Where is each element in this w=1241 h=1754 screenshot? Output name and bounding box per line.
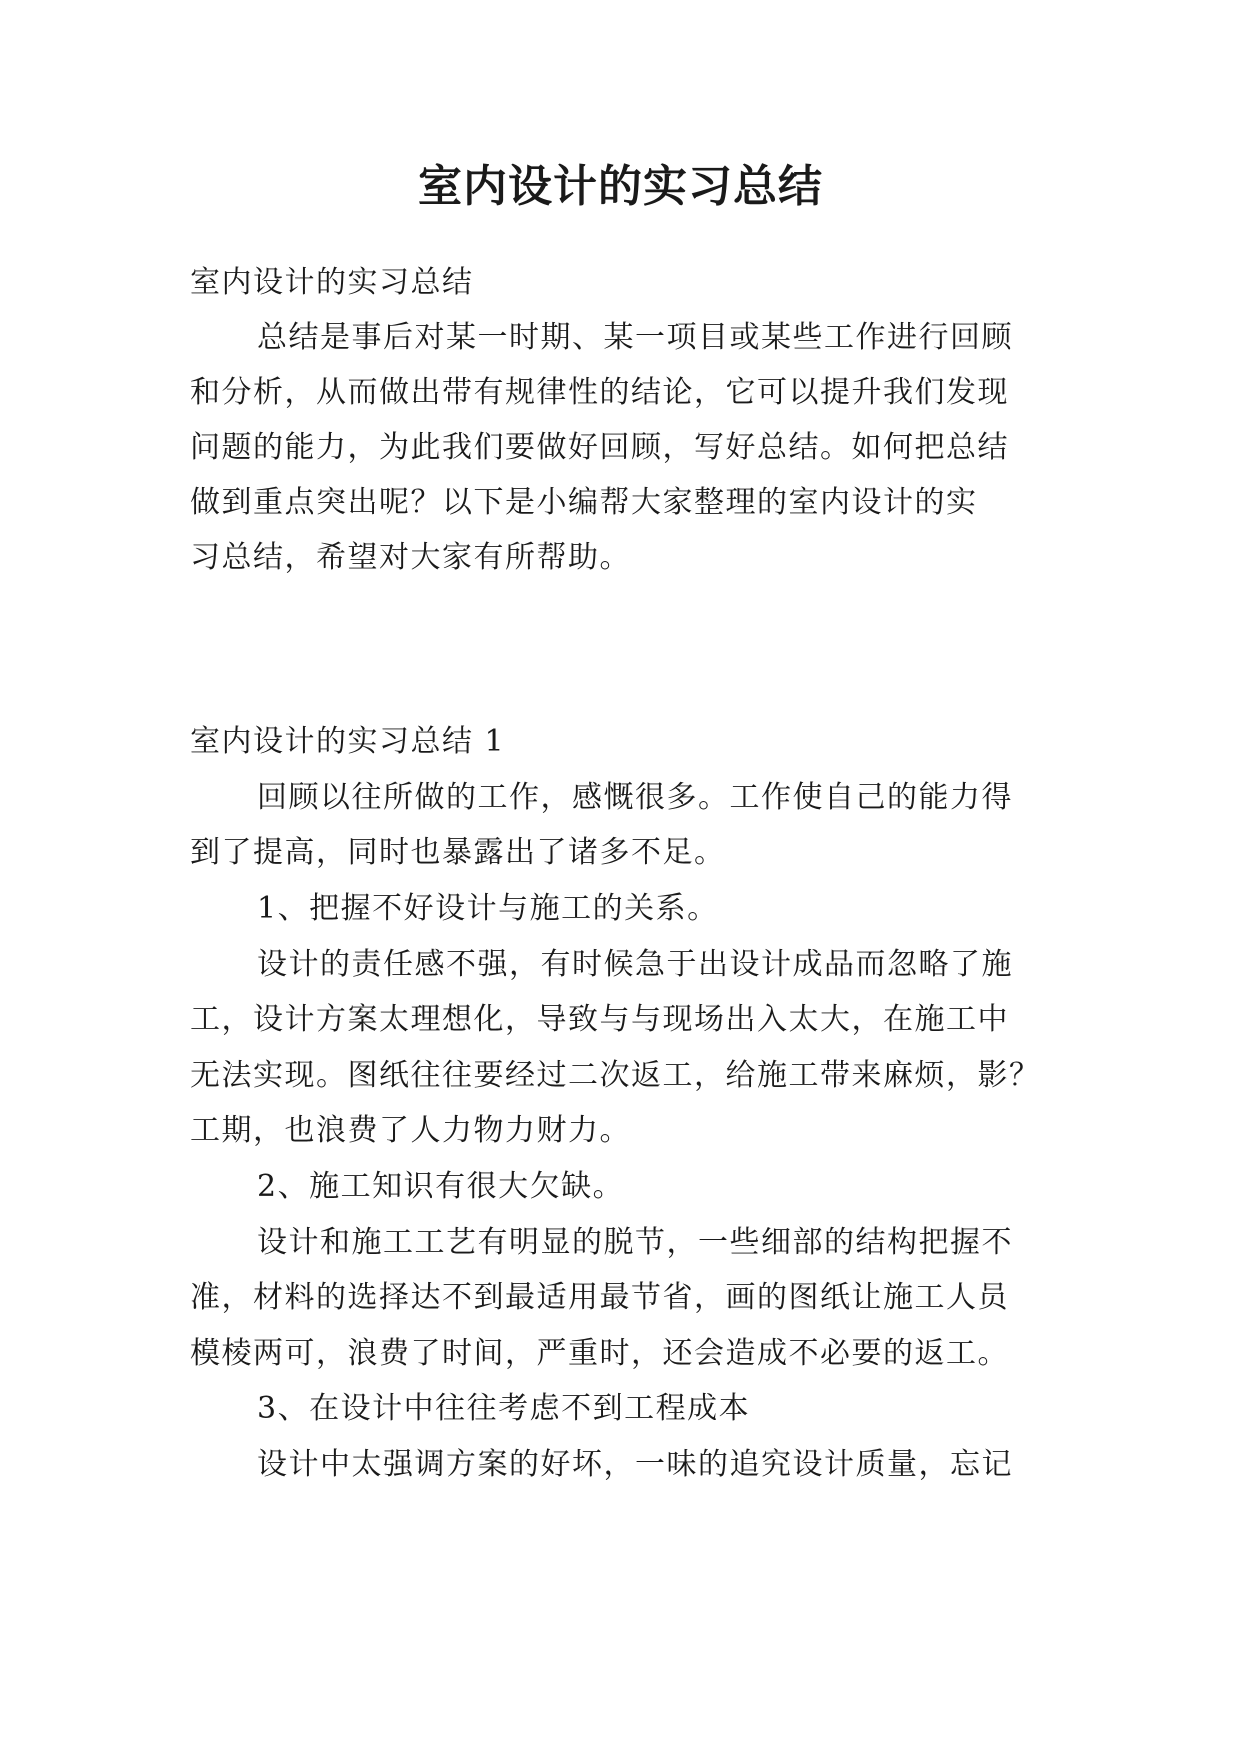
list-item: 2、施工知识有很大欠缺。 xyxy=(257,1169,625,1204)
body-line: 模棱两可，浪费了时间，严重时，还会造成不必要的返工。 xyxy=(190,1336,1009,1371)
intro-line: 问题的能力，为此我们要做好回顾，写好总结。如何把总结 xyxy=(190,430,1009,465)
body-line: 准，材料的选择达不到最适用最节省，画的图纸让施工人员 xyxy=(190,1280,1009,1315)
body-line: 设计的责任感不强，有时候急于出设计成品而忽略了施 xyxy=(257,947,1013,982)
body-line: 到了提高，同时也暴露出了诸多不足。 xyxy=(190,835,726,870)
intro-line: 和分析，从而做出带有规律性的结论，它可以提升我们发现 xyxy=(190,375,1009,410)
body-line: 无法实现。图纸往往要经过二次返工，给施工带来麻烦，影？ xyxy=(190,1058,1041,1093)
list-item: 3、在设计中往往考虑不到工程成本 xyxy=(257,1391,751,1426)
list-item: 1、把握不好设计与施工的关系。 xyxy=(257,891,719,926)
intro-line: 做到重点突出呢？以下是小编帮大家整理的室内设计的实 xyxy=(190,485,978,520)
intro-line: 总结是事后对某一时期、某一项目或某些工作进行回顾 xyxy=(257,320,1013,355)
body-line: 工，设计方案太理想化，导致与与现场出入太大，在施工中 xyxy=(190,1002,1009,1037)
body-line: 工期，也浪费了人力物力财力。 xyxy=(190,1113,631,1148)
intro-line: 习总结，希望对大家有所帮助。 xyxy=(190,540,631,575)
document-title: 室内设计的实习总结 xyxy=(418,161,823,212)
body-line: 设计中太强调方案的好坏，一味的追究设计质量，忘记 xyxy=(257,1447,1013,1482)
body-line: 设计和施工工艺有明显的脱节，一些细部的结构把握不 xyxy=(257,1225,1013,1260)
body-line: 回顾以往所做的工作，感慨很多。工作使自己的能力得 xyxy=(257,780,1013,815)
section-heading: 室内设计的实习总结 1 xyxy=(190,724,506,759)
intro-heading: 室内设计的实习总结 xyxy=(190,265,474,300)
